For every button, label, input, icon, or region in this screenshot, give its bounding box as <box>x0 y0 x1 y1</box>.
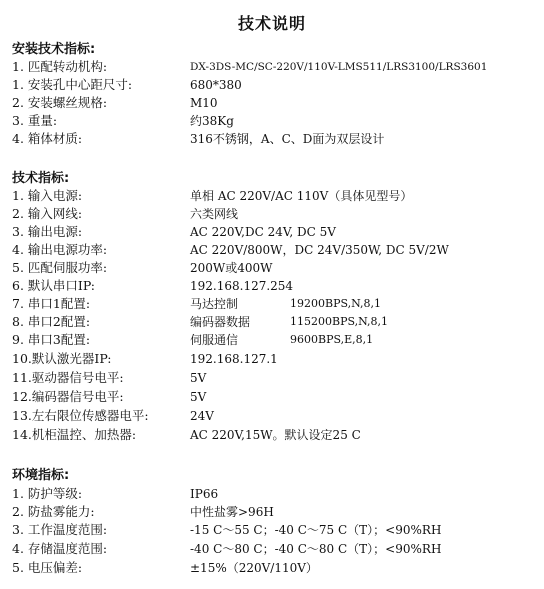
tech-value: AC 220V/800W，DC 24V/350W, DC 5V/2W <box>190 243 449 257</box>
tech-row <box>12 259 542 277</box>
env-row <box>12 485 542 503</box>
tech-value: 六类网线 <box>190 207 239 221</box>
install-label: 1. 匹配转动机构: <box>12 59 108 74</box>
install-value: 约38Kg <box>190 114 234 128</box>
env-row <box>12 503 542 521</box>
tech-row <box>12 277 542 295</box>
install-label: 1. 安装孔中心距尺寸: <box>12 77 133 92</box>
install-value: M10 <box>190 96 218 110</box>
tech-value: 200W或400W <box>190 261 273 275</box>
tech-row <box>12 331 542 349</box>
tech-label: 11.驱动器信号电平: <box>12 370 124 385</box>
tech-row <box>12 241 542 259</box>
tech-label: 13.左右限位传感器电平: <box>12 408 149 423</box>
tech-label: 7. 串口1配置: <box>12 296 91 311</box>
install-value: 680*380 <box>190 78 242 92</box>
tech-row <box>12 187 542 205</box>
tech-row <box>12 223 542 241</box>
env-row <box>12 559 542 577</box>
serial-baud-config: 9600BPS,E,8,1 <box>290 333 374 346</box>
tech-heading: 技术指标: <box>12 171 70 186</box>
tech-value: 伺服通信 <box>190 333 239 347</box>
tech-value: 马达控制 <box>190 297 239 311</box>
tech-value: 192.168.127.254 <box>190 279 294 293</box>
tech-row <box>12 426 542 444</box>
env-label: 3. 工作温度范围: <box>12 522 108 537</box>
tech-label: 1. 输入电源: <box>12 188 83 203</box>
install-row-hole-spacing <box>12 76 542 94</box>
tech-label: 12.编码器信号电平: <box>12 389 124 404</box>
env-heading: 环境指标: <box>12 468 70 483</box>
install-row-mechanism <box>12 58 542 76</box>
env-row <box>12 521 542 539</box>
tech-value: 编码器数据 <box>190 315 251 329</box>
tech-label: 5. 匹配伺服功率: <box>12 260 108 275</box>
env-value: -40 C～80 C；-40 C～80 C（T）；<90%RH <box>190 542 442 556</box>
tech-row <box>12 350 542 368</box>
env-value: ±15%（220V/110V） <box>190 561 318 575</box>
tech-value: 192.168.127.1 <box>190 352 278 366</box>
tech-value: 24V <box>190 409 214 423</box>
tech-label: 3. 输出电源: <box>12 224 83 239</box>
tech-label: 2. 输入网线: <box>12 206 83 221</box>
tech-value: 5V <box>190 390 207 404</box>
tech-label: 4. 输出电源功率: <box>12 242 108 257</box>
install-row-screw <box>12 94 542 112</box>
serial-baud-config: 19200BPS,N,8,1 <box>290 297 382 310</box>
tech-value: AC 220V,DC 24V, DC 5V <box>190 225 336 239</box>
serial-baud-config: 115200BPS,N,8,1 <box>290 315 389 328</box>
install-value: DX-3DS-MC/SC-220V/110V-LMS511/LRS3100/LRS3601 <box>190 61 488 73</box>
env-label: 4. 存储温度范围: <box>12 541 108 556</box>
env-value: -15 C～55 C；-40 C～75 C（T）；<90%RH <box>190 523 442 537</box>
install-value: 316不锈钢，A、C、D面为双层设计 <box>190 132 385 146</box>
tech-row <box>12 388 542 406</box>
tech-value: 5V <box>190 371 207 385</box>
tech-row <box>12 369 542 387</box>
tech-row <box>12 295 542 313</box>
tech-row <box>12 205 542 223</box>
tech-label: 9. 串口3配置: <box>12 332 91 347</box>
install-label: 2. 安装螺丝规格: <box>12 95 108 110</box>
tech-label: 8. 串口2配置: <box>12 314 91 329</box>
tech-row <box>12 407 542 425</box>
install-label: 3. 重量: <box>12 113 58 128</box>
install-row-weight <box>12 112 542 130</box>
env-label: 2. 防盐雾能力: <box>12 504 95 519</box>
env-label: 1. 防护等级: <box>12 486 83 501</box>
tech-value: 单相 AC 220V/AC 110V（具体见型号） <box>190 189 413 203</box>
document-title: 技术说明 <box>237 14 306 33</box>
tech-row <box>12 313 542 331</box>
env-row <box>12 540 542 558</box>
env-label: 5. 电压偏差: <box>12 560 83 575</box>
install-heading: 安装技术指标: <box>12 42 96 57</box>
env-value: 中性盐雾>96H <box>190 505 274 519</box>
tech-label: 6. 默认串口IP: <box>12 278 96 293</box>
install-label: 4. 箱体材质: <box>12 131 83 146</box>
tech-label: 14.机柜温控、加热器: <box>12 427 137 442</box>
tech-label: 10.默认激光器IP: <box>12 351 112 366</box>
install-row-material <box>12 130 542 148</box>
tech-value: AC 220V,15W。默认设定25 C <box>190 428 361 442</box>
env-value: IP66 <box>190 487 219 501</box>
